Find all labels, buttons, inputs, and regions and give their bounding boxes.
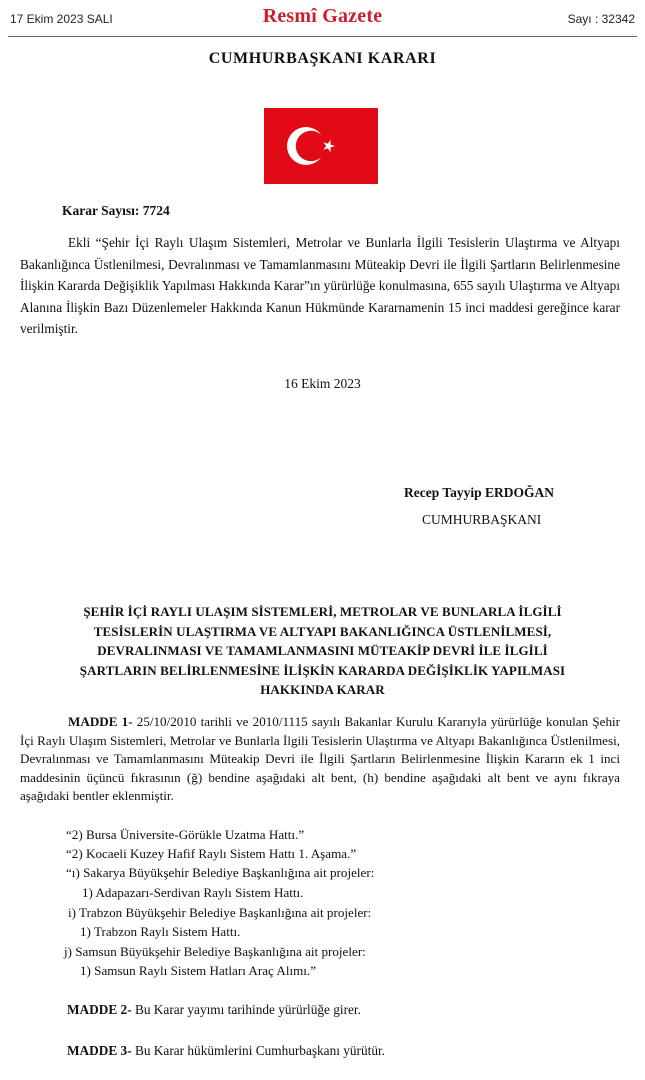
list-item: “2) Kocaeli Kuzey Hafif Raylı Sistem Hattı 1. Aşama.” <box>66 846 357 861</box>
annex-title-line: TESİSLERİN ULAŞTIRMA VE ALTYAPI BAKANLIĞINCA ÜSTLENİLMESİ, <box>93 623 552 639</box>
list-item: j) Samsun Büyükşehir Belediye Başkanlığına ait projeler: <box>64 944 366 959</box>
annex-title-line: ŞEHİR İÇİ RAYLI ULAŞIM SİSTEMLERİ, METROLAR VE BUNLARLA İLGİLİ <box>83 604 562 619</box>
signer-title: CUMHURBAŞKANI <box>422 512 542 527</box>
annex-title-line: DEVRALINMASI VE TAMAMLANMASINI MÜTEAKİP DEVRİ İLE İLGİLİ <box>97 643 548 658</box>
header-issue-number: Sayı : 32342 <box>567 12 635 26</box>
article-1-text: 25/10/2010 tarihli ve 2010/1115 sayılı Bakanlar Kurulu Kararıyla yürürlüğe konulan Şehir İçi Raylı Ulaşım Sistemleri, Metrolar ve Bunlarla İlgili Tesislerin Ulaştırma ve Altyapı Bakanlığınca Üstlenilmesi, Devralınması ve Tamamlanmasını Müteakip Devri ile İlgili Şartların Belirlenmesine İlişkin Kararın ek 1 inci maddesinin üçüncü fıkrasının (ğ) bendine aşağıdaki alt bent, (h) bendine aşağıdaki alt bent ve aynı fıkraya aşağıdaki bentler eklenmiştir. <box>20 714 620 804</box>
article-3 <box>67 1043 385 1059</box>
header-date: 17 Ekim 2023 SALI <box>10 12 113 26</box>
article-3-label: MADDE 3- <box>67 1043 132 1058</box>
list-item: “2) Bursa Üniversite-Görükle Uzatma Hattı.” <box>66 827 305 842</box>
decision-number: Karar Sayısı: 7724 <box>62 203 170 218</box>
list-item: 1) Samsun Raylı Sistem Hatları Araç Alımı.” <box>80 963 317 978</box>
list-item: 1) Adapazarı-Serdivan Raylı Sistem Hattı. <box>82 885 304 900</box>
signer-name: Recep Tayyip ERDOĞAN <box>404 485 555 500</box>
article-1-label: MADDE 1- <box>68 714 133 729</box>
list-item: 1) Trabzon Raylı Sistem Hattı. <box>80 924 241 939</box>
article-1-paragraph <box>20 713 620 806</box>
article-2 <box>67 1002 361 1018</box>
annex-title-line: ŞARTLARIN BELİRLENMESİNE İLİŞKİN KARARDA DEĞİŞİKLİK YAPILMASI <box>79 662 566 678</box>
annex-title <box>50 602 595 700</box>
document-title: CUMHURBAŞKANI KARARI <box>208 50 437 67</box>
list-item: “ı) Sakarya Büyükşehir Belediye Başkanlığına ait projeler: <box>66 865 375 880</box>
article-2-text: Bu Karar yayımı tarihinde yürürlüğe girer. <box>134 1002 361 1017</box>
article-3-text: Bu Karar hükümlerini Cumhurbaşkanı yürütür. <box>134 1043 385 1058</box>
gazette-header <box>8 0 637 37</box>
annex-title-line: HAKKINDA KARAR <box>260 682 385 697</box>
decision-date: 16 Ekim 2023 <box>284 376 361 391</box>
decision-body-paragraph: Ekli “Şehir İçi Raylı Ulaşım Sistemleri, Metrolar ve Bunlarla İlgili Tesislerin Ulaştırma ve Altyapı Bakanlığınca Üstlenilmesi, Devralınması ve Tamamlanmasını Müteakip Devri ile İlgili Şartların Belirlenmesine İlişkin Kararda Değişiklik Yapılması Hakkında Karar”ın yürürlüğe konulmasına, 655 sayılı Ulaştırma ve Altyapı Alanına İlişkin Bazı Düzenlemeler Hakkında Kanun Hükmünde Kararnamenin 15 inci maddesi gereğince karar verilmiştir. <box>20 235 620 336</box>
list-item: i) Trabzon Büyükşehir Belediye Başkanlığına ait projeler: <box>68 905 372 920</box>
turkish-flag-icon <box>264 108 378 184</box>
article-2-label: MADDE 2- <box>67 1002 132 1017</box>
gazette-name: Resmî Gazete <box>262 5 383 27</box>
